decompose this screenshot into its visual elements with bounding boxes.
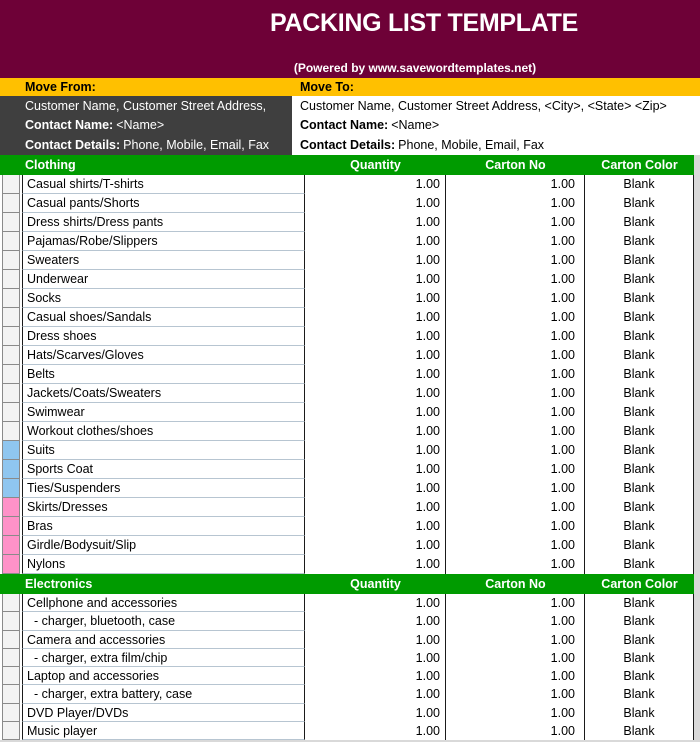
row-color-tag-cell[interactable] [2, 460, 20, 479]
row-color-tag-cell[interactable] [2, 536, 20, 555]
carton-no-cell[interactable]: 1.00 [446, 251, 585, 270]
carton-color-cell[interactable]: Blank [585, 536, 694, 555]
item-cell[interactable]: Nylons [22, 555, 305, 574]
item-cell[interactable]: Dress shoes [22, 327, 305, 346]
carton-no-cell[interactable]: 1.00 [446, 536, 585, 555]
quantity-cell[interactable]: 1.00 [305, 685, 446, 703]
table-row [0, 612, 694, 630]
table-row [0, 289, 694, 308]
carton-no-cell[interactable]: 1.00 [446, 722, 585, 740]
quantity-cell[interactable]: 1.00 [305, 460, 446, 479]
move-from-contact-name[interactable] [25, 116, 292, 135]
carton-no-cell[interactable]: 1.00 [446, 422, 585, 441]
carton-color-cell[interactable]: Blank [585, 194, 694, 213]
header-banner [0, 0, 700, 78]
carton-color-cell[interactable]: Blank [585, 631, 694, 649]
carton-no-cell[interactable]: 1.00 [446, 194, 585, 213]
quantity-cell[interactable]: 1.00 [305, 270, 446, 289]
item-cell[interactable]: Socks [22, 289, 305, 308]
item-cell[interactable]: Girdle/Bodysuit/Slip [22, 536, 305, 555]
carton-no-cell[interactable]: 1.00 [446, 498, 585, 517]
row-color-tag-cell[interactable] [2, 194, 20, 213]
carton-no-cell[interactable]: 1.00 [446, 649, 585, 667]
contact-details-value[interactable]: Phone, Mobile, Email, Fax [398, 137, 545, 152]
row-color-tag-cell[interactable] [2, 251, 20, 270]
item-cell[interactable]: Swimwear [22, 403, 305, 422]
quantity-cell[interactable]: 1.00 [305, 594, 446, 612]
quantity-cell[interactable]: 1.00 [305, 175, 446, 194]
row-color-tag-cell[interactable] [2, 422, 20, 441]
column-header-carton-no: Carton No [485, 577, 546, 591]
item-cell[interactable]: Laptop and accessories [22, 667, 305, 685]
carton-color-cell[interactable]: Blank [585, 594, 694, 612]
row-color-tag-cell[interactable] [2, 722, 20, 740]
table-row [0, 384, 694, 403]
quantity-cell[interactable]: 1.00 [305, 365, 446, 384]
carton-color-cell[interactable]: Blank [585, 232, 694, 251]
column-header-carton-color: Carton Color [601, 577, 678, 591]
quantity-cell[interactable]: 1.00 [305, 517, 446, 536]
contact-name-label: Contact Name: [25, 118, 114, 133]
carton-color-cell[interactable]: Blank [585, 213, 694, 232]
quantity-cell[interactable]: 1.00 [305, 289, 446, 308]
quantity-cell[interactable]: 1.00 [305, 649, 446, 667]
table-row [0, 631, 694, 649]
quantity-cell[interactable]: 1.00 [305, 631, 446, 649]
carton-no-cell[interactable]: 1.00 [446, 175, 585, 194]
carton-color-cell[interactable]: Blank [585, 251, 694, 270]
table-row [0, 536, 694, 555]
quantity-cell[interactable]: 1.00 [305, 403, 446, 422]
item-cell[interactable]: Ties/Suspenders [22, 479, 305, 498]
table-row [0, 403, 694, 422]
contact-details-label: Contact Details: [25, 137, 121, 152]
carton-no-cell[interactable]: 1.00 [446, 289, 585, 308]
quantity-cell[interactable]: 1.00 [305, 612, 446, 630]
row-color-tag-cell[interactable] [2, 403, 20, 422]
row-color-tag-cell[interactable] [2, 517, 20, 536]
section-header-clothing [0, 155, 694, 175]
quantity-cell[interactable]: 1.00 [305, 704, 446, 722]
row-color-tag-cell[interactable] [2, 555, 20, 574]
item-cell[interactable]: - charger, bluetooth, case [22, 612, 305, 630]
table-row [0, 270, 694, 289]
carton-no-cell[interactable]: 1.00 [446, 612, 585, 630]
carton-color-cell[interactable]: Blank [585, 685, 694, 703]
quantity-cell[interactable]: 1.00 [305, 536, 446, 555]
contact-name-label: Contact Name: [300, 118, 389, 133]
carton-no-cell[interactable]: 1.00 [446, 685, 585, 703]
table-row [0, 667, 694, 685]
item-cell[interactable]: Sports Coat [22, 460, 305, 479]
carton-color-cell[interactable]: Blank [585, 517, 694, 536]
section-title-clothing: Clothing [25, 158, 76, 172]
row-color-tag-cell[interactable] [2, 441, 20, 460]
row-color-tag-cell[interactable] [2, 612, 20, 630]
item-cell[interactable]: Jackets/Coats/Sweaters [22, 384, 305, 403]
carton-no-cell[interactable]: 1.00 [446, 365, 585, 384]
quantity-cell[interactable]: 1.00 [305, 422, 446, 441]
item-cell[interactable]: Belts [22, 365, 305, 384]
item-cell[interactable]: Bras [22, 517, 305, 536]
carton-no-cell[interactable]: 1.00 [446, 327, 585, 346]
row-color-tag-cell[interactable] [2, 594, 20, 612]
column-header-quantity: Quantity [350, 158, 401, 172]
powered-by-credit: (Powered by www.savewordtemplates.net) [293, 60, 537, 75]
carton-color-cell[interactable]: Blank [585, 667, 694, 685]
table-row [0, 327, 694, 346]
table-row [0, 498, 694, 517]
move-to-details[interactable] [292, 96, 700, 155]
row-color-tag-cell[interactable] [2, 270, 20, 289]
carton-no-cell[interactable]: 1.00 [446, 517, 585, 536]
carton-color-cell[interactable]: Blank [585, 704, 694, 722]
carton-no-cell[interactable]: 1.00 [446, 384, 585, 403]
row-color-tag-cell[interactable] [2, 704, 20, 722]
address-section [0, 96, 700, 155]
table-row [0, 365, 694, 384]
row-color-tag-cell[interactable] [2, 232, 20, 251]
carton-no-cell[interactable]: 1.00 [446, 594, 585, 612]
carton-no-cell[interactable]: 1.00 [446, 667, 585, 685]
carton-color-cell[interactable]: Blank [585, 555, 694, 574]
item-cell[interactable]: - charger, extra battery, case [22, 685, 305, 703]
row-color-tag-cell[interactable] [2, 498, 20, 517]
carton-color-cell[interactable]: Blank [585, 289, 694, 308]
row-color-tag-cell[interactable] [2, 667, 20, 685]
carton-color-cell[interactable]: Blank [585, 722, 694, 740]
carton-no-cell[interactable]: 1.00 [446, 308, 585, 327]
row-color-tag-cell[interactable] [2, 213, 20, 232]
item-cell[interactable]: Casual shirts/T-shirts [22, 175, 305, 194]
item-cell[interactable]: Pajamas/Robe/Slippers [22, 232, 305, 251]
sheet-right-edge [694, 155, 700, 742]
quantity-cell[interactable]: 1.00 [305, 251, 446, 270]
carton-color-cell[interactable]: Blank [585, 441, 694, 460]
quantity-cell[interactable]: 1.00 [305, 213, 446, 232]
carton-color-cell[interactable]: Blank [585, 612, 694, 630]
row-color-tag-cell[interactable] [2, 384, 20, 403]
table-row [0, 594, 694, 612]
carton-color-cell[interactable]: Blank [585, 346, 694, 365]
quantity-cell[interactable]: 1.00 [305, 327, 446, 346]
table-row [0, 441, 694, 460]
quantity-cell[interactable]: 1.00 [305, 232, 446, 251]
row-color-tag-cell[interactable] [2, 685, 20, 703]
table-row [0, 722, 694, 740]
carton-color-cell[interactable]: Blank [585, 649, 694, 667]
item-cell[interactable]: - charger, extra film/chip [22, 649, 305, 667]
move-header-bar [0, 78, 700, 96]
table-row [0, 685, 694, 703]
carton-color-cell[interactable]: Blank [585, 384, 694, 403]
carton-color-cell[interactable]: Blank [585, 175, 694, 194]
quantity-cell[interactable]: 1.00 [305, 308, 446, 327]
table-row [0, 460, 694, 479]
carton-no-cell[interactable]: 1.00 [446, 232, 585, 251]
table-row [0, 308, 694, 327]
table-row [0, 346, 694, 365]
carton-color-cell[interactable]: Blank [585, 460, 694, 479]
contact-name-value[interactable]: <Name> [116, 118, 165, 133]
contact-details-label: Contact Details: [300, 137, 396, 152]
row-color-tag-cell[interactable] [2, 649, 20, 667]
item-cell[interactable]: Casual shoes/Sandals [22, 308, 305, 327]
row-color-tag-cell[interactable] [2, 289, 20, 308]
item-cell[interactable]: Music player [22, 722, 305, 740]
column-header-quantity: Quantity [350, 577, 401, 591]
row-color-tag-cell[interactable] [2, 175, 20, 194]
table-row [0, 649, 694, 667]
row-color-tag-cell[interactable] [2, 631, 20, 649]
page-title: PACKING LIST TEMPLATE [269, 9, 579, 37]
carton-no-cell[interactable]: 1.00 [446, 403, 585, 422]
table-row [0, 555, 694, 574]
carton-color-cell[interactable]: Blank [585, 270, 694, 289]
move-to-label: Move To: [300, 80, 354, 94]
carton-color-cell[interactable]: Blank [585, 403, 694, 422]
contact-name-value[interactable]: <Name> [391, 118, 440, 133]
item-cell[interactable]: Workout clothes/shoes [22, 422, 305, 441]
table-row [0, 251, 694, 270]
column-header-carton-no: Carton No [485, 158, 546, 172]
item-cell[interactable]: Camera and accessories [22, 631, 305, 649]
carton-color-cell[interactable]: Blank [585, 327, 694, 346]
item-cell[interactable]: Skirts/Dresses [22, 498, 305, 517]
move-from-label: Move From: [25, 80, 96, 94]
carton-no-cell[interactable]: 1.00 [446, 704, 585, 722]
quantity-cell[interactable]: 1.00 [305, 384, 446, 403]
carton-color-cell[interactable]: Blank [585, 498, 694, 517]
table-row [0, 422, 694, 441]
column-header-carton-color: Carton Color [601, 158, 678, 172]
move-from-address[interactable]: Customer Name, Customer Street Address, [25, 99, 267, 113]
move-to-contact-name[interactable] [300, 116, 700, 135]
carton-no-cell[interactable]: 1.00 [446, 346, 585, 365]
section-title-electronics: Electronics [25, 577, 93, 591]
quantity-cell[interactable]: 1.00 [305, 722, 446, 740]
row-color-tag-cell[interactable] [2, 346, 20, 365]
table-row [0, 194, 694, 213]
table-row [0, 517, 694, 536]
table-row [0, 175, 694, 194]
item-cell[interactable]: Underwear [22, 270, 305, 289]
carton-no-cell[interactable]: 1.00 [446, 631, 585, 649]
item-cell[interactable]: Suits [22, 441, 305, 460]
quantity-cell[interactable]: 1.00 [305, 498, 446, 517]
move-to-address[interactable]: Customer Name, Customer Street Address, <City>, <State> <Zip> [300, 99, 667, 113]
carton-color-cell[interactable]: Blank [585, 479, 694, 498]
item-cell[interactable]: DVD Player/DVDs [22, 704, 305, 722]
carton-no-cell[interactable]: 1.00 [446, 213, 585, 232]
quantity-cell[interactable]: 1.00 [305, 194, 446, 213]
item-cell[interactable]: Cellphone and accessories [22, 594, 305, 612]
table-row [0, 479, 694, 498]
carton-no-cell[interactable]: 1.00 [446, 479, 585, 498]
carton-color-cell[interactable]: Blank [585, 422, 694, 441]
table-row [0, 213, 694, 232]
carton-color-cell[interactable]: Blank [585, 365, 694, 384]
move-to-contact-details[interactable] [300, 136, 700, 155]
item-cell[interactable]: Hats/Scarves/Gloves [22, 346, 305, 365]
row-color-tag-cell[interactable] [2, 327, 20, 346]
packing-table [0, 155, 700, 742]
quantity-cell[interactable]: 1.00 [305, 555, 446, 574]
row-color-tag-cell[interactable] [2, 308, 20, 327]
quantity-cell[interactable]: 1.00 [305, 346, 446, 365]
item-cell[interactable]: Dress shirts/Dress pants [22, 213, 305, 232]
carton-no-cell[interactable]: 1.00 [446, 441, 585, 460]
carton-no-cell[interactable]: 1.00 [446, 460, 585, 479]
move-from-contact-details[interactable] [25, 136, 292, 155]
row-color-tag-cell[interactable] [2, 365, 20, 384]
table-row [0, 704, 694, 722]
table-row [0, 232, 694, 251]
quantity-cell[interactable]: 1.00 [305, 441, 446, 460]
contact-details-value[interactable]: Phone, Mobile, Email, Fax [123, 137, 270, 152]
carton-no-cell[interactable]: 1.00 [446, 270, 585, 289]
row-color-tag-cell[interactable] [2, 479, 20, 498]
quantity-cell[interactable]: 1.00 [305, 479, 446, 498]
item-cell[interactable]: Sweaters [22, 251, 305, 270]
carton-color-cell[interactable]: Blank [585, 308, 694, 327]
section-header-electronics [0, 574, 694, 594]
item-cell[interactable]: Casual pants/Shorts [22, 194, 305, 213]
move-from-details[interactable] [0, 96, 292, 155]
quantity-cell[interactable]: 1.00 [305, 667, 446, 685]
carton-no-cell[interactable]: 1.00 [446, 555, 585, 574]
